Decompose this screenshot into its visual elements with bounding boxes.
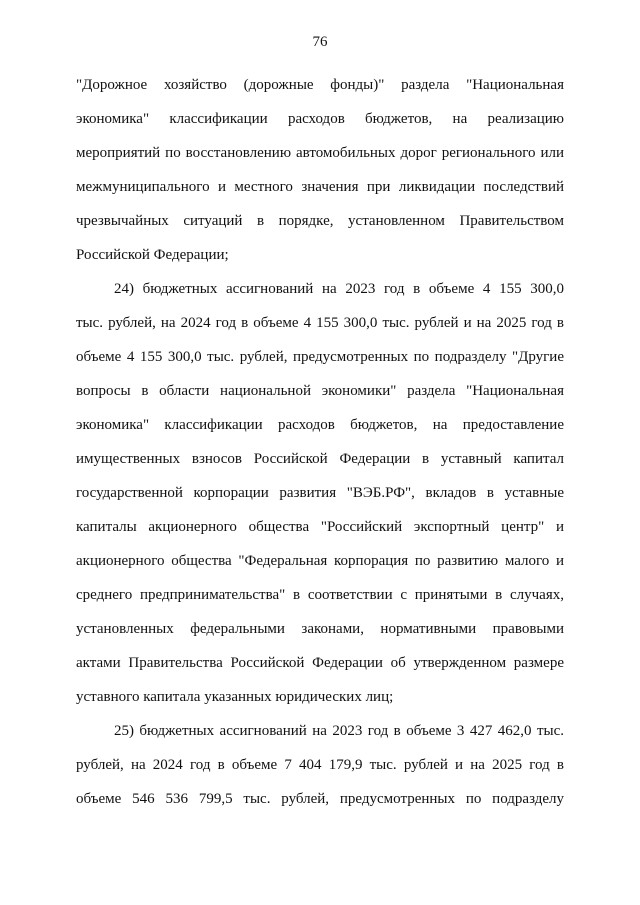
text-line: акционерного общества "Федеральная корпорация по развитию малого и [76, 553, 564, 569]
text-line: объеме 4 155 300,0 тыс. рублей, предусмотренных по подразделу "Другие [76, 349, 564, 365]
text-line: экономика" классификации расходов бюджетов, на реализацию [76, 111, 564, 127]
text-line: 25) бюджетных ассигнований на 2023 год в объеме 3 427 462,0 тыс. [114, 723, 564, 739]
text-line: рублей, на 2024 год в объеме 7 404 179,9 тыс. рублей и на 2025 год в [76, 757, 564, 773]
paragraph-item-25 [76, 714, 564, 816]
text-line: Российской Федерации; [76, 247, 229, 263]
text-line: капиталы акционерного общества "Российский экспортный центр" и [76, 519, 564, 535]
text-line: объеме 546 536 799,5 тыс. рублей, предусмотренных по подразделу [76, 791, 564, 807]
text-line: мероприятий по восстановлению автомобильных дорог регионального или [76, 145, 564, 161]
text-line: уставного капитала указанных юридических лиц; [76, 689, 394, 705]
text-line: актами Правительства Российской Федерации об утвержденном размере [76, 655, 564, 671]
text-line: имущественных взносов Российской Федерации в уставный капитал [76, 451, 564, 467]
text-line: установленных федеральными законами, нормативными правовыми [76, 621, 564, 637]
paragraph-item-24 [76, 272, 564, 714]
text-line: 24) бюджетных ассигнований на 2023 год в объеме 4 155 300,0 [114, 281, 564, 297]
text-line: "Дорожное хозяйство (дорожные фонды)" раздела "Национальная [76, 77, 564, 93]
text-line: вопросы в области национальной экономики" раздела "Национальная [76, 383, 564, 399]
text-line: государственной корпорации развития "ВЭБ.РФ", вкладов в уставные [76, 485, 564, 501]
paragraph-road-funds-continuation [76, 68, 564, 272]
text-line: чрезвычайных ситуаций в порядке, установленном Правительством [76, 213, 564, 229]
text-line: среднего предпринимательства" в соответствии с принятыми в случаях, [76, 587, 564, 603]
text-line: экономика" классификации расходов бюджетов, на предоставление [76, 417, 564, 433]
text-line: межмуниципального и местного значения при ликвидации последствий [76, 179, 564, 195]
text-line: тыс. рублей, на 2024 год в объеме 4 155 300,0 тыс. рублей и на 2025 год в [76, 315, 564, 331]
page-number: 76 [312, 34, 328, 50]
